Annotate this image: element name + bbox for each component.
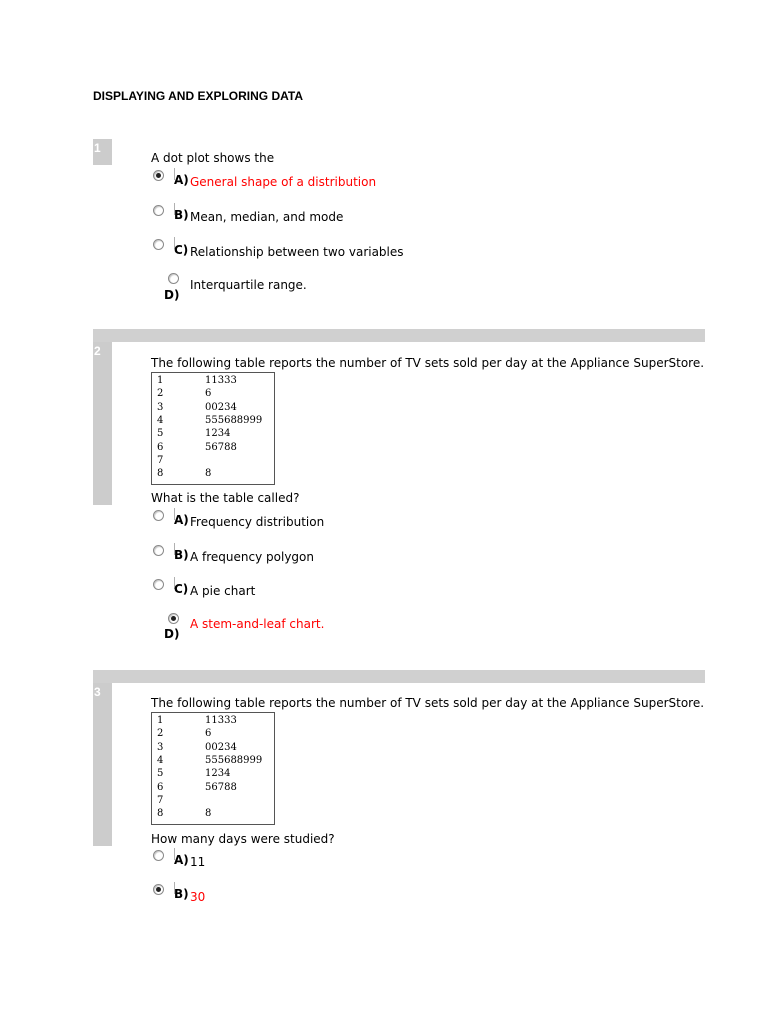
leaf-cell: 11333 xyxy=(205,375,237,386)
stem-and-leaf-table xyxy=(151,712,275,825)
question-number-bar xyxy=(93,683,112,846)
question-number-bar xyxy=(93,342,112,505)
question-number: 3 xyxy=(94,685,101,699)
question-text: The following table reports the number of TV sets sold per day at the Appliance SuperStore. xyxy=(151,696,705,710)
option-a-letter: A) xyxy=(174,173,189,187)
stem-cell: 1 xyxy=(157,375,164,386)
option-a-letter: A) xyxy=(174,853,189,867)
leaf-cell: 8 xyxy=(205,808,212,820)
option-b-text: Mean, median, and mode xyxy=(190,210,344,224)
question-text: The following table reports the number of TV sets sold per day at the Appliance SuperStore. xyxy=(151,356,705,370)
stem-cell: 7 xyxy=(157,454,164,466)
document-title: DISPLAYING AND EXPLORING DATA xyxy=(93,89,304,103)
option-b-text: A frequency polygon xyxy=(190,550,314,564)
option-d-radio[interactable] xyxy=(168,613,179,624)
option-d-radio[interactable] xyxy=(168,273,179,284)
leaf-cell: 11333 xyxy=(205,715,237,726)
option-a-letter: A) xyxy=(174,513,189,527)
option-c-radio[interactable] xyxy=(153,239,164,250)
option-c-text: Relationship between two variables xyxy=(190,245,404,259)
stem-cell: 4 xyxy=(157,754,164,766)
option-c-text: A pie chart xyxy=(190,584,256,598)
leaf-cell: 6 xyxy=(205,388,212,400)
stem-cell: 1 xyxy=(157,715,164,726)
leaf-cell: 00234 xyxy=(205,741,237,753)
leaf-cell: 00234 xyxy=(205,401,237,413)
option-b-radio[interactable] xyxy=(153,205,164,216)
leaf-cell: 1234 xyxy=(205,768,231,780)
stem-cell: 2 xyxy=(157,728,164,740)
leaf-cell: 555688999 xyxy=(205,414,263,426)
stem-cell: 4 xyxy=(157,414,164,426)
option-d-text: A stem-and-leaf chart. xyxy=(190,617,325,631)
question-followup: What is the table called? xyxy=(151,491,300,505)
option-b-letter: B) xyxy=(174,887,189,901)
question-separator xyxy=(93,670,705,683)
stem-cell: 5 xyxy=(157,768,164,780)
option-a-radio[interactable] xyxy=(153,510,164,521)
option-c-letter: C) xyxy=(174,582,189,596)
stem-cell: 6 xyxy=(157,781,164,793)
leaf-cell: 6 xyxy=(205,728,212,740)
stem-cell: 3 xyxy=(157,741,164,753)
stem-cell: 8 xyxy=(157,468,164,480)
question-text: A dot plot shows the xyxy=(151,151,275,165)
leaf-cell: 8 xyxy=(205,468,212,480)
option-a-radio[interactable] xyxy=(153,170,164,181)
stem-and-leaf-table xyxy=(151,372,275,485)
stem-cell: 2 xyxy=(157,388,164,400)
option-d-text: Interquartile range. xyxy=(190,278,307,292)
option-b-radio[interactable] xyxy=(153,545,164,556)
leaf-cell: 555688999 xyxy=(205,754,263,766)
option-a-text: Frequency distribution xyxy=(190,515,325,529)
option-d-letter: D) xyxy=(164,627,180,641)
option-c-letter: C) xyxy=(174,243,189,257)
option-b-text: 30 xyxy=(190,890,206,904)
question-number: 1 xyxy=(94,141,101,155)
option-b-letter: B) xyxy=(174,208,189,222)
stem-cell: 8 xyxy=(157,808,164,820)
option-a-text: 11 xyxy=(190,855,206,869)
option-b-radio[interactable] xyxy=(153,884,164,895)
option-c-radio[interactable] xyxy=(153,579,164,590)
question-number: 2 xyxy=(94,344,101,358)
question-followup: How many days were studied? xyxy=(151,832,335,846)
option-b-letter: B) xyxy=(174,548,189,562)
option-a-radio[interactable] xyxy=(153,850,164,861)
option-a-text: General shape of a distribution xyxy=(190,175,377,189)
stem-cell: 5 xyxy=(157,428,164,440)
leaf-cell: 1234 xyxy=(205,428,231,440)
stem-cell: 6 xyxy=(157,441,164,453)
leaf-cell: 56788 xyxy=(205,441,237,453)
stem-cell: 3 xyxy=(157,401,164,413)
question-separator xyxy=(93,329,705,342)
stem-cell: 7 xyxy=(157,794,164,806)
leaf-cell: 56788 xyxy=(205,781,237,793)
option-d-letter: D) xyxy=(164,288,180,302)
